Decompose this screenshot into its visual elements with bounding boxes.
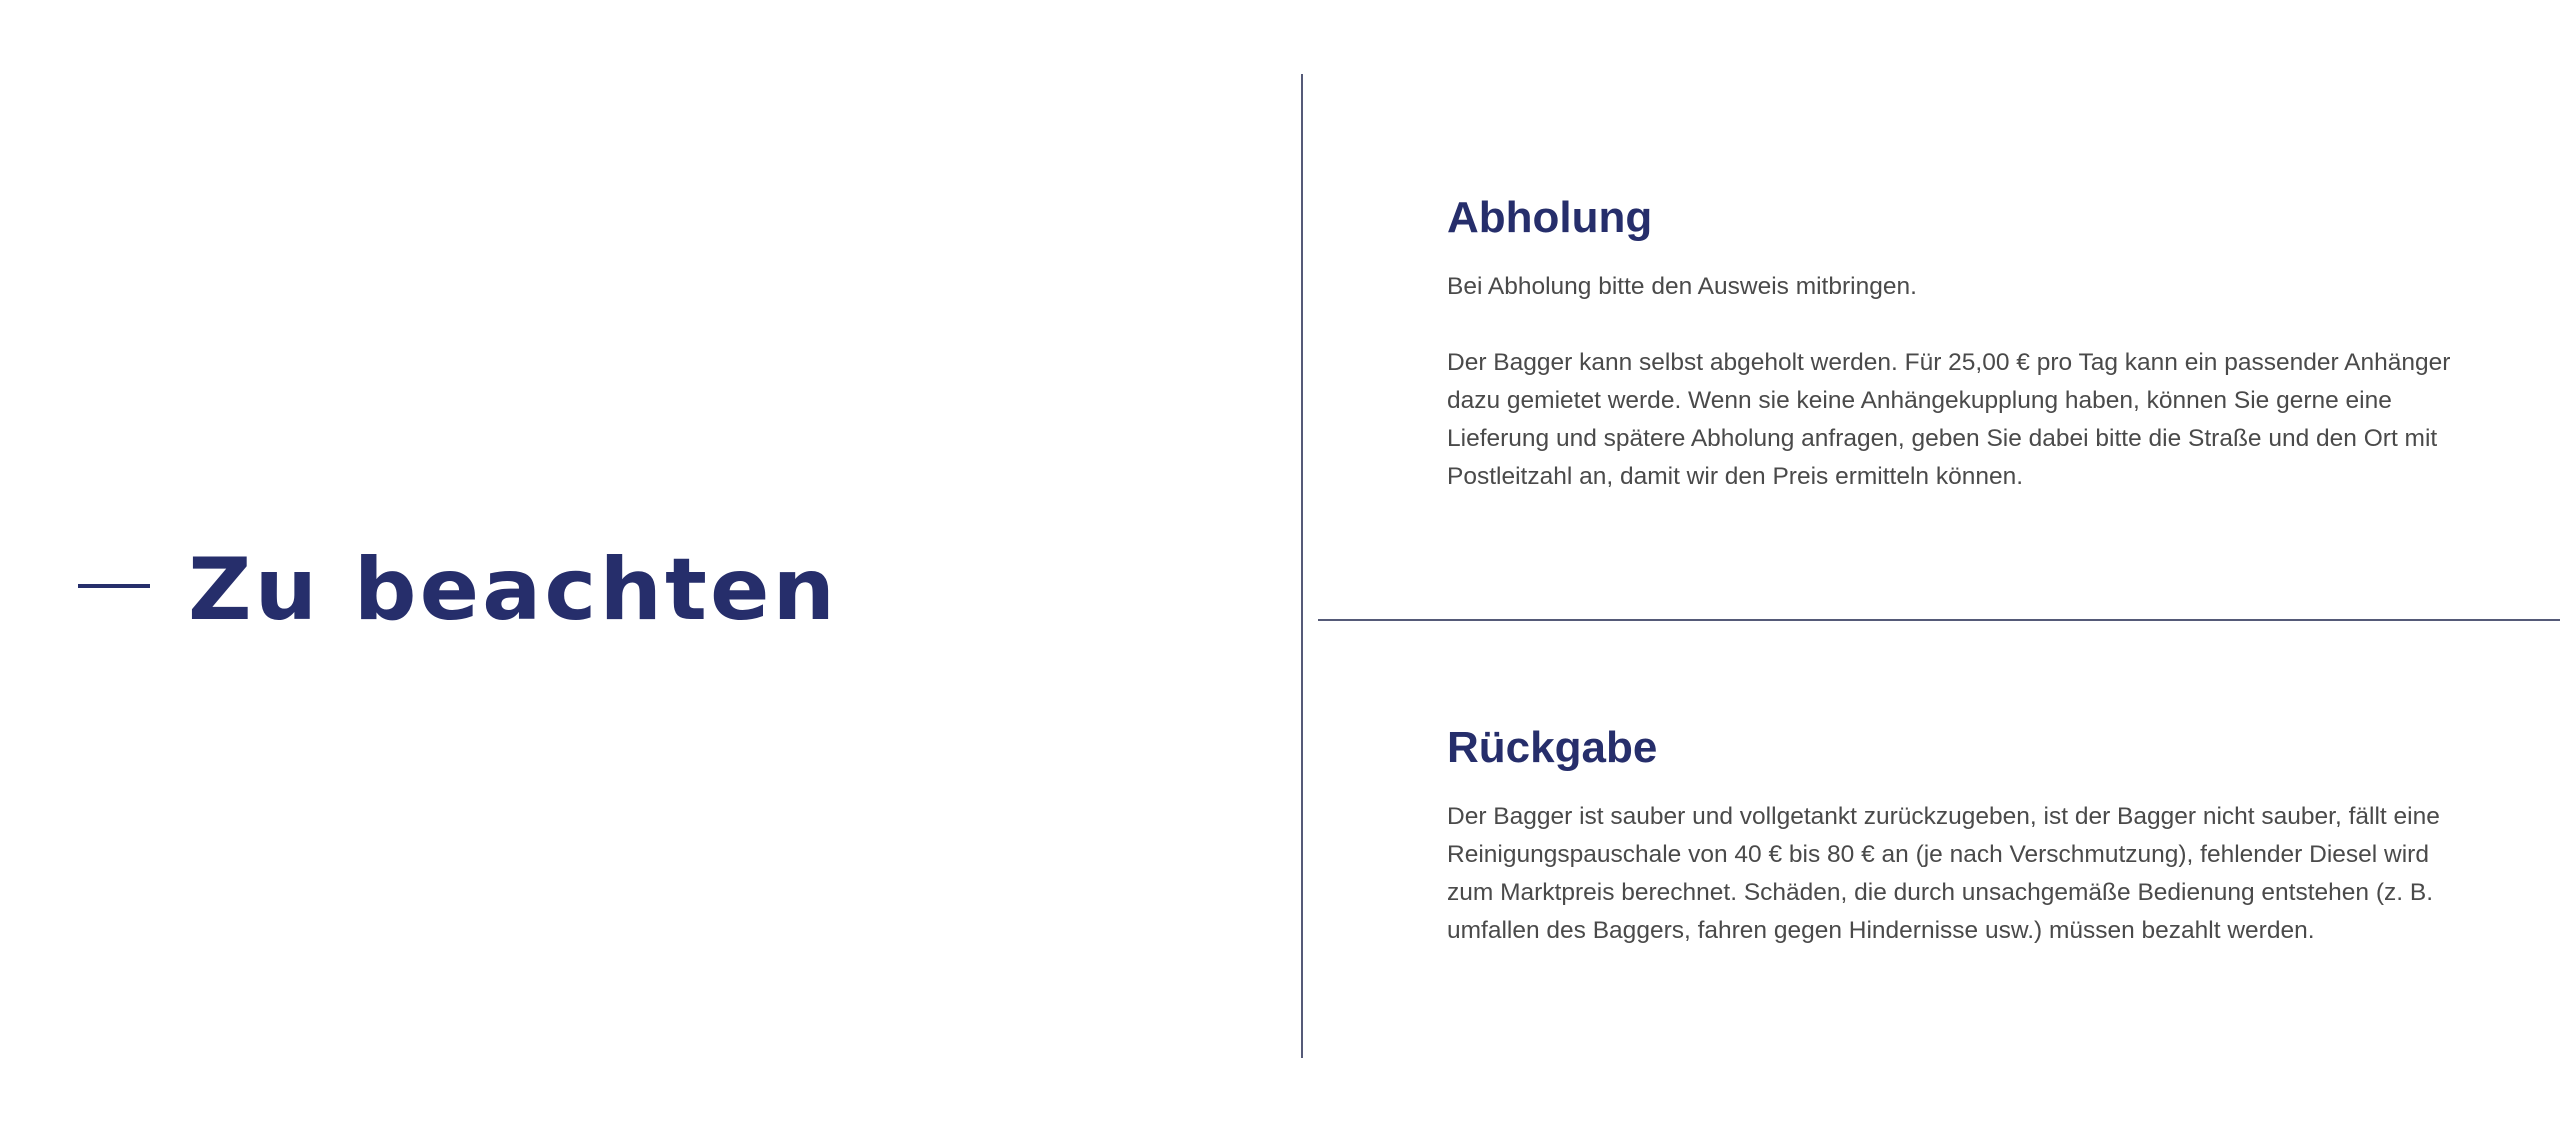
return-details: Der Bagger ist sauber und vollgetankt zurückzugeben, ist der Bagger nicht sauber, fällt eine Reinigungspauschale von 40 € bis 80 € an (je nach Verschmutzung), fehlender Diesel wird zum Marktpreis berechnet. Schäden, die durch unsachgemäße Bedienung entstehen (z. B. umfallen des Baggers, fahren gegen Hindernisse usw.) müssen bezahlt werden. [1447,803,2440,944]
pickup-details: Der Bagger kann selbst abgeholt werden. Für 25,00 € pro Tag kann ein passender Anhänger dazu gemietet werde. Wenn sie keine Anhängekupplung haben, können Sie gerne eine Lieferung und spätere Abholung anfragen, geben Sie dabei bitte die Straße und den Ort mit Postleitzahl an, damit wir den Preis ermitteln können. [1447,349,2451,490]
horizontal-divider [1318,619,2560,621]
return-section [1447,718,2467,950]
pickup-id-note: Bei Abholung bitte den Ausweis mitbringen. [1447,273,1917,300]
vertical-divider [1301,74,1303,1058]
pickup-heading: Abholung [1447,193,1653,242]
pickup-section [1447,188,2467,496]
section-title: Zu beachten [188,540,839,640]
title-dash-decoration [78,584,150,588]
return-heading: Rückgabe [1447,723,1658,772]
